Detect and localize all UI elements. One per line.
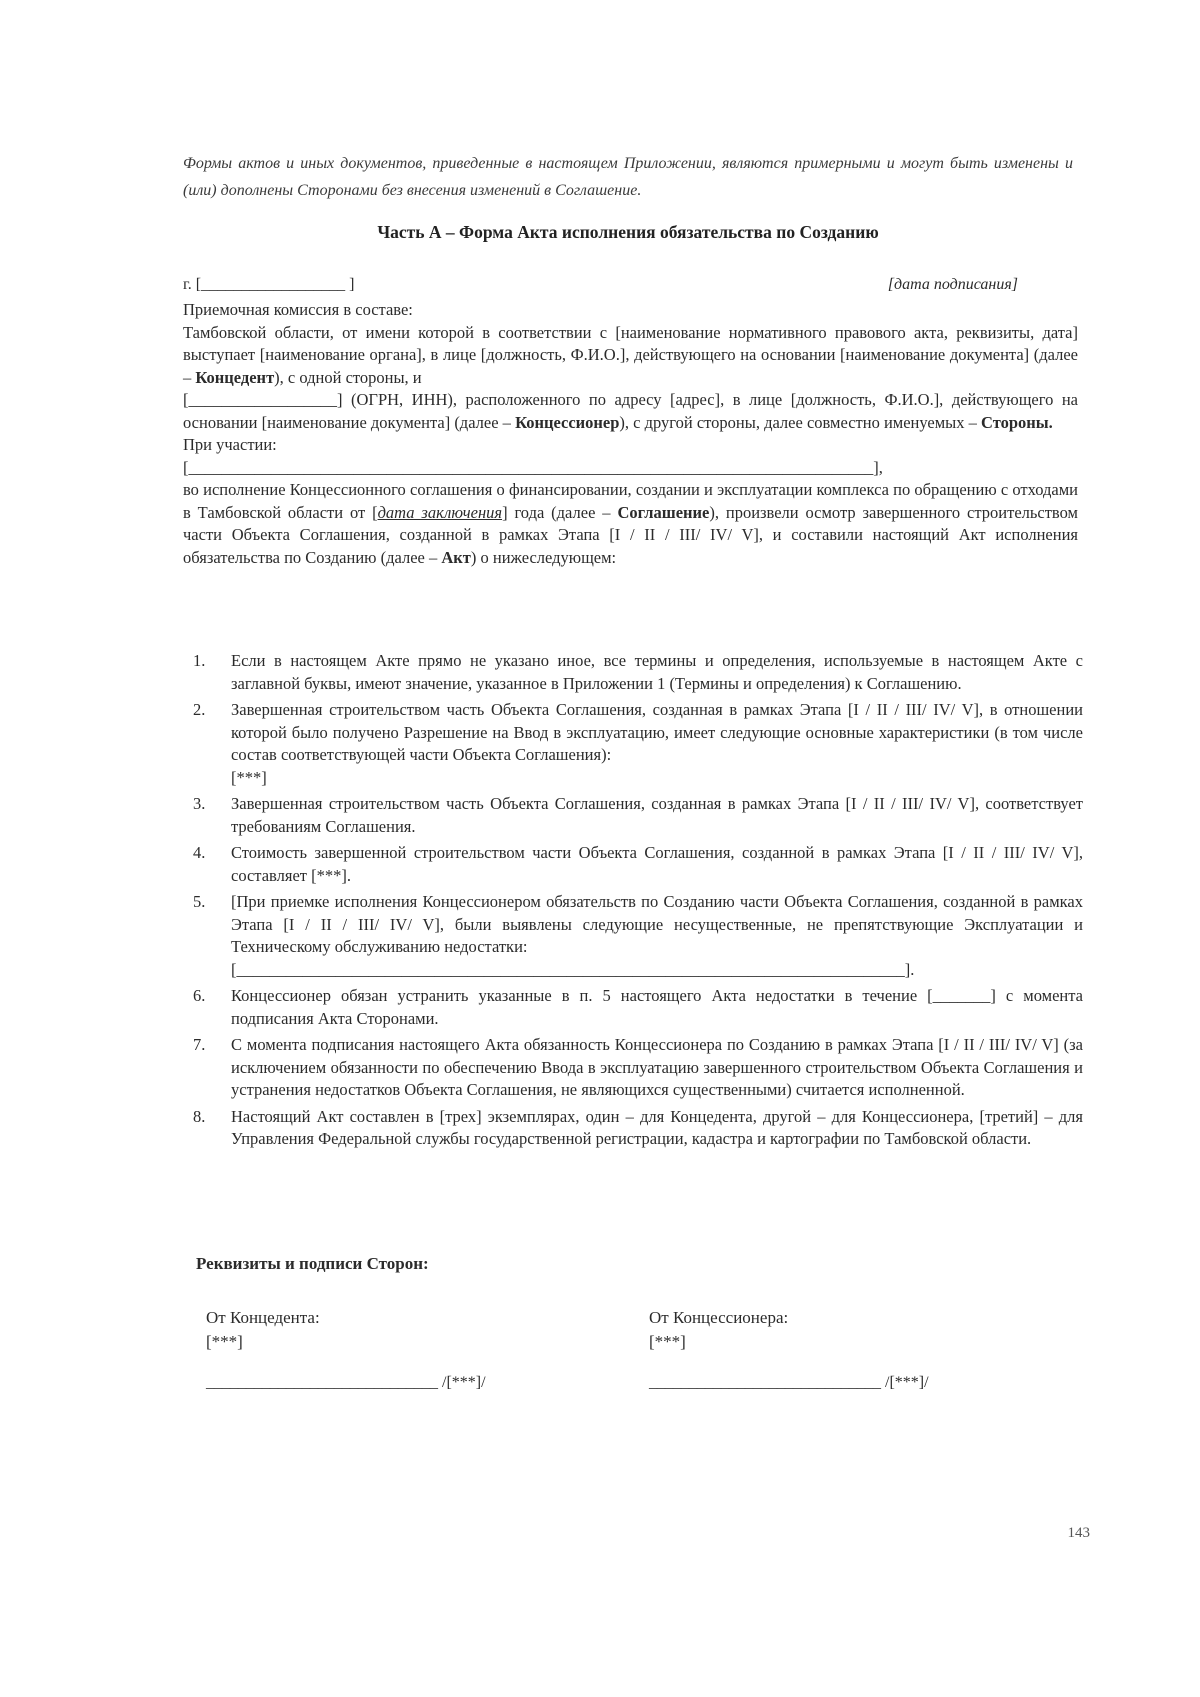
item-number: 6. [193,986,206,1005]
item-number: 2. [193,700,206,719]
list-item [183,1034,1083,1102]
grantor-signature-line: _____________________________ /[***]/ [206,1374,486,1391]
list-item [183,699,1083,789]
item-text: Завершенная строительством часть Объекта Соглашения, созданная в рамках Этапа [I / II / III/ IV/ V], соответствует требованиям Соглашения. [231,794,1083,836]
section-heading: Часть А – Форма Акта исполнения обязательства по Созданию [377,222,879,242]
grantor-value: [***] [206,1332,243,1351]
commission-line: Приемочная комиссия в составе: [183,300,413,319]
item-number: 4. [193,843,206,862]
page-number: 143 [1067,1525,1090,1541]
list-item [183,891,1083,981]
participation-line: При участии: [183,435,277,454]
party-grantor: Тамбовской области, от имени которой в соответствии с [наименование нормативного правового акта, реквизиты, дата] выступает [наименование органа], в лице [должность, Ф.И.О.], действующего на основании [наименование документа] (далее – Концедент), с одной стороны, и [183,322,1078,387]
requisites-title: Реквизиты и подписи Сторон: [196,1254,429,1273]
item-text: Стоимость завершенной строительством части Объекта Соглашения, созданной в рамках Этапа [I / II / III/ IV/ V], составляет [***]. [231,843,1083,885]
item-number: 8. [193,1106,206,1126]
list-item [183,1106,1083,1151]
party-concessionaire: [__________________] (ОГРН, ИНН), расположенного по адресу [адрес], в лице [должность, Ф.И.О.], действующего на основании [наименование документа] (далее – Концессионер), с другой стороны, далее совместно именуемых – Стороны. [183,390,1078,432]
intro-note: Формы актов и иных документов, приведенные в настоящем Приложении, являются примерными и могут быть изменены и (или) дополнены Сторонами без внесения изменений в Соглашение. [183,155,1073,199]
item-text: Завершенная строительством часть Объекта Соглашения, созданная в рамках Этапа [I / II / III/ IV/ V], в отношении которой было получено Разрешение на Ввод в эксплуатацию, имеет следующие основные характеристики (в том числе состав соответствующей части Объекта Соглашения): [231,700,1083,764]
item-extra: [***] [231,767,267,787]
concessionaire-label: От Концессионера: [649,1308,789,1327]
item-text: Концессионер обязан устранить указанные в п. 5 настоящего Акта недостатки в течение [_______] с момента подписания Акта Сторонами. [231,986,1083,1028]
item-number: 5. [193,892,206,911]
grantor-label: От Концедента: [206,1308,320,1327]
list-item [183,650,1083,695]
act-items [183,650,1083,1155]
concessionaire-value: [***] [649,1332,686,1351]
item-number: 1. [193,651,206,670]
execution-paragraph: во исполнение Концессионного соглашения о финансировании, создании и эксплуатации комплекса по обращению с отходами в Тамбовской области от [дата заключения] года (далее – Соглашение), произвели осмотр завершенного строительством части Объекта Соглашения, созданной в рамках Этапа [I / II / III/ IV/ V], и составили настоящий Акт исполнения обязательства по Созданию (далее – Акт) о нижеследующем: [183,480,1078,567]
participation-blank: [___________________________________________________________________________________], [183,457,883,477]
grantor-signature-block [206,1306,320,1354]
item-text: С момента подписания настоящего Акта обязанность Концессионера по Созданию в рамках Этапа [I / II / III/ IV/ V] (за исключением обязанности по обеспечению Ввода в эксплуатацию завершенного строительством Объекта Соглашения и устранения недостатков Объекта Соглашения, не являющихся существенными) считается исполненной. [231,1035,1083,1099]
place-field: г. [__________________ ] [183,276,355,293]
list-item [183,985,1083,1030]
act-preamble [183,299,1078,569]
item-text: Если в настоящем Акте прямо не указано иное, все термины и определения, используемые в настоящем Акте с заглавной буквы, имеют значение, указанное в Приложении 1 (Термины и определения) к Соглашению. [231,651,1083,693]
item-text: Настоящий Акт составлен в [трех] экземплярах, один – для Концедента, другой – для Концессионера, [третий] – для Управления Федеральной службы государственной регистрации, кадастра и картографии по Тамбовской области. [231,1106,1083,1148]
item-text: [При приемке исполнения Концессионером обязательств по Созданию части Объекта Соглашения, созданной в рамках Этапа [I / II / III/ IV/ V], были выявлены следующие несущественные, не препятствующие Эксплуатации и Техническому обслуживанию недостатки: [231,892,1083,956]
concessionaire-signature-block [649,1306,788,1354]
date-field: [дата подписания] [887,276,1018,293]
list-item [183,842,1083,887]
item-number: 7. [193,1035,206,1054]
item-extra: [_________________________________________________________________________________]. [231,959,915,979]
item-number: 3. [193,794,206,813]
concessionaire-signature-line: _____________________________ /[***]/ [649,1374,929,1391]
list-item [183,793,1083,838]
